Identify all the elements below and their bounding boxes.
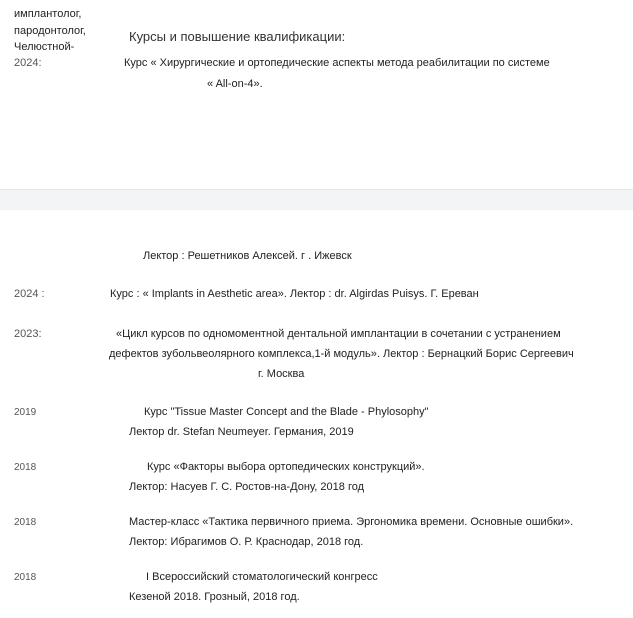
entry-3-line-1: Курс "Tissue Master Concept and the Blade - Phylosophy" (144, 406, 429, 418)
entry-6-line-1: I Всероссийский стоматологический конгресс (146, 571, 378, 583)
entry-6-line-2: Кезеной 2018. Грозный, 2018 год. (129, 591, 300, 603)
entry-2-line-2: дефектов зубольвеолярного комплекса,1-й модуль». Лектор : Бернацкий Борис Сергеевич (109, 348, 574, 360)
entry-1-year: 2024 : (14, 288, 45, 300)
entry-2-line-1: «Цикл курсов по одномоментной дентальной имплантации в сочетании с устранением (116, 328, 561, 340)
entry-4-line-1: Курс «Факторы выбора ортопедических конструкций». (147, 461, 425, 473)
lecturer-line: Лектор : Решетников Алексей. г . Ижевск (143, 250, 352, 262)
entry-3-year: 2019 (14, 407, 37, 418)
entry-6-year: 2018 (14, 572, 37, 583)
entry-3-line-2: Лектор dr. Stefan Neumeyer. Германия, 2019 (129, 426, 354, 438)
top-course-line-1: Курс « Хирургические и ортопедические аспекты метода реабилитации по системе (124, 57, 550, 69)
entry-2-line-3: г. Москва (258, 368, 305, 380)
section-divider (0, 189, 633, 210)
profession-line-2: пародонтолог, (14, 25, 86, 37)
entry-5-line-1: Мастер-класс «Тактика первичного приема. Эргономика времени. Основные ошибки». (129, 516, 574, 528)
section-title: Курсы и повышение квалификации: (129, 29, 346, 44)
entry-2-year: 2023: (14, 328, 42, 340)
entry-5-year: 2018 (14, 517, 37, 528)
entry-4-line-2: Лектор: Насуев Г. С. Ростов-на-Дону, 2018 год (129, 481, 365, 493)
entry-4-year: 2018 (14, 462, 37, 473)
top-course-line-2: « All-on-4». (207, 78, 263, 90)
entry-5-line-2: Лектор: Ибрагимов О. Р. Краснодар, 2018 год. (129, 536, 364, 548)
profession-line-1: имплантолог, (14, 8, 82, 20)
top-year: 2024: (14, 57, 42, 69)
profession-line-3: Челюстной- (14, 41, 75, 53)
entry-1-line-1: Курс : « Implants in Aesthetic area». Лектор : dr. Algirdas Puisys. Г. Ереван (110, 288, 479, 300)
